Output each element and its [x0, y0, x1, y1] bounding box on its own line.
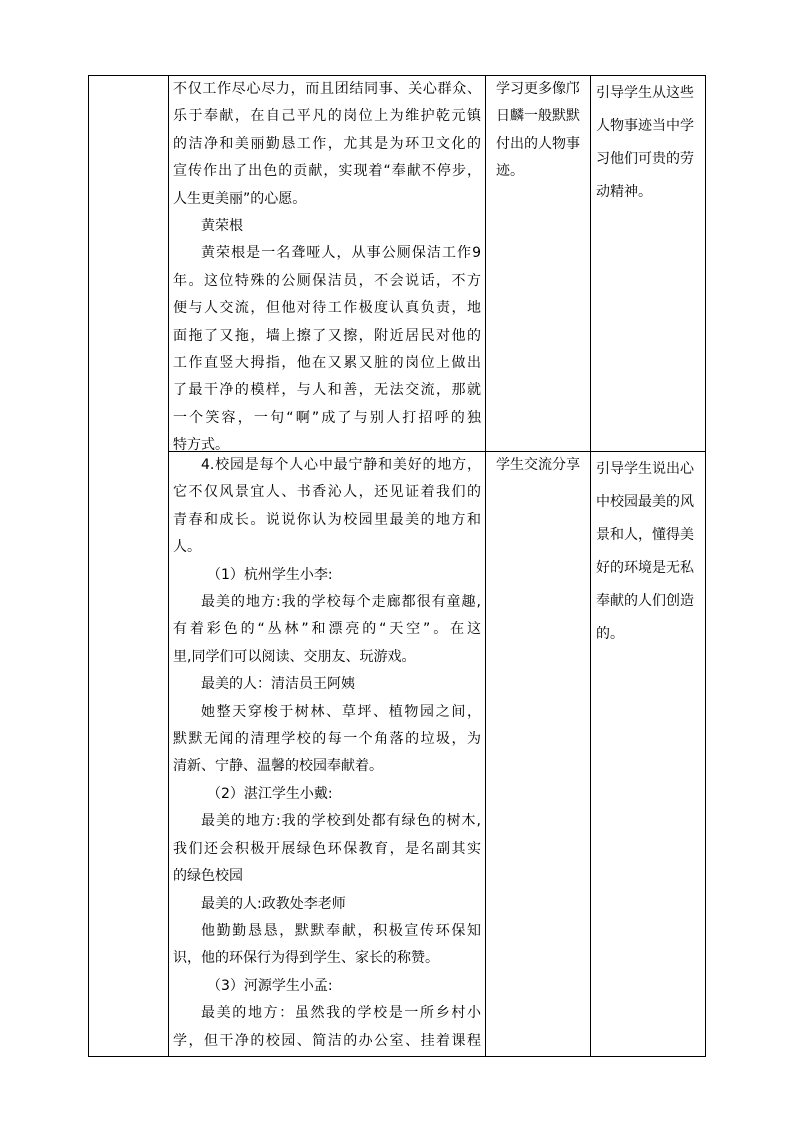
content-line: 年。这位特殊的公厕保洁员，不会说话，不方 — [173, 272, 481, 289]
design-intent-line: 动精神。 — [596, 184, 652, 200]
student-activity-line: 迹。 — [496, 163, 524, 180]
student-activity-line: 日麟一般默默 — [496, 108, 580, 125]
design-intent-line: 习他们可贵的劳 — [596, 151, 694, 167]
content-line: 学，但干净的校园、简洁的办公室、挂着课程 — [173, 1032, 481, 1049]
content-line: 我们还会积极开展绿色环保教育，是名副其实 — [173, 840, 481, 857]
design-intent-cell — [596, 77, 702, 209]
content-line: 黄荣根是一名聋哑人，从事公厕保洁工作9 — [201, 245, 481, 262]
content-line: 宣传作出了出色的贡献，实现着“奉献不停步， — [173, 163, 481, 180]
content-line: 面拖了又拖，墙上擦了又擦，附近居民对他的 — [173, 327, 481, 344]
content-line: 4.校园是每个人心中最宁静和美好的地方， — [201, 457, 481, 473]
content-line: 识，他的环保行为得到学生、家长的称赞。 — [173, 950, 439, 967]
content-line: 特方式。 — [173, 437, 229, 454]
content-line: 不仅工作尽心尽力，而且团结同事、关心群众、 — [173, 81, 481, 97]
column-divider — [485, 76, 486, 1056]
student-activity-line: 学生交流分享 — [496, 457, 580, 473]
content-line: 最美的地方:我的学校每个走廊都很有童趣, — [201, 594, 481, 611]
content-line: 黄荣根 — [201, 218, 243, 235]
content-line: （3）河源学生小孟: — [207, 977, 333, 994]
content-line: 的绿色校园 — [173, 868, 243, 885]
content-line: 清新、宁静、温馨的校园奉献着。 — [173, 758, 383, 775]
content-line: 人生更美丽”的心愿。 — [173, 190, 307, 207]
design-intent-line: 景和人，懂得美 — [596, 527, 694, 543]
content-line: 最美的地方:我的学校到处都有绿色的树木, — [201, 813, 481, 830]
content-line: 它不仅风景宜人、书香沁人，还见证着我们的 — [173, 484, 481, 501]
teaching-content-cell — [173, 76, 481, 460]
content-line: 工作直竖大拇指，他在又累又脏的岗位上做出 — [173, 355, 481, 372]
content-line: 乐于奉献，在自己平凡的岗位上为维护乾元镇 — [173, 108, 481, 125]
column-divider — [168, 76, 169, 1056]
content-line: 便与人交流，但他对待工作极度认真负责，地 — [173, 300, 481, 317]
design-intent-line: 的。 — [596, 626, 624, 642]
content-line: 他勤勤恳恳，默默奉献，积极宣传环保知 — [201, 922, 481, 939]
content-line: 的洁净和美丽勤恳工作，尤其是为环卫文化的 — [173, 135, 481, 152]
content-line: （2）湛江学生小戴: — [207, 785, 333, 802]
content-line: 默默无闻的清理学校的每一个角落的垃圾，为 — [173, 731, 481, 748]
column-divider — [590, 76, 591, 1056]
teaching-content-cell — [173, 452, 481, 1055]
student-activity-line: 付出的人物事 — [496, 135, 580, 152]
design-intent-line: 引导学生说出心 — [596, 461, 694, 477]
design-intent-line: 人物事迹当中学 — [596, 118, 694, 134]
design-intent-line: 引导学生从这些 — [596, 85, 694, 101]
lesson-table — [88, 75, 706, 1057]
design-intent-line: 奉献的人们创造 — [596, 593, 694, 609]
content-line: 一个笑容，一句“啊”成了与别人打招呼的独 — [173, 409, 481, 426]
content-line: 里,同学们可以阅读、交朋友、玩游戏。 — [173, 648, 416, 665]
student-activity-line: 学习更多像邝 — [496, 81, 580, 97]
design-intent-line: 好的环境是无私 — [596, 560, 694, 576]
content-line: 人。 — [173, 539, 201, 556]
student-activity-cell — [496, 76, 582, 186]
content-line: 最美的人:政教处李老师 — [201, 895, 346, 912]
content-line: （1）杭州学生小李: — [207, 566, 333, 583]
student-activity-cell — [496, 452, 582, 479]
content-line: 有着彩色的“丛林”和漂亮的“天空”。在这 — [173, 621, 481, 638]
content-line: 最美的地方：虽然我的学校是一所乡村小 — [201, 1005, 481, 1022]
content-line: 青春和成长。说说你认为校园里最美的地方和 — [173, 511, 481, 528]
design-intent-line: 中校园最美的风 — [596, 494, 694, 510]
design-intent-cell — [596, 453, 702, 651]
content-line: 了最干净的模样，与人和善，无法交流，那就 — [173, 382, 481, 399]
content-line: 她整天穿梭于树林、草坪、植物园之间， — [201, 703, 481, 720]
content-line: 最美的人：清洁员王阿姨 — [201, 676, 355, 693]
